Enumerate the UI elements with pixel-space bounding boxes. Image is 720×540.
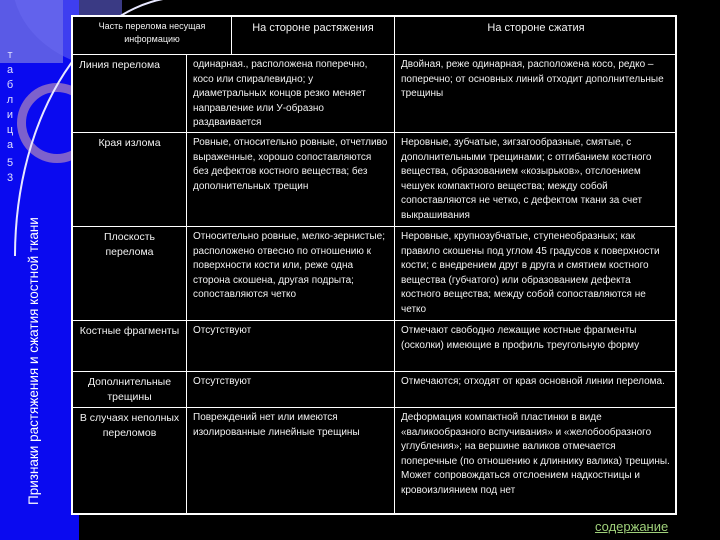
cell-part: Костные фрагменты <box>79 325 180 337</box>
cell-compression: Неровные, крупнозубчатые, ступенеобразных; как правило скошены под углом 45 градусов к поверхности кости; с внедрением друг в друга и смятием костного вещества (губчатого) или образованием дефекта костного вещества; между собой сопоставляются не четко <box>394 227 677 320</box>
label-letter: б <box>6 79 14 91</box>
header-compression: На стороне сжатия <box>394 17 677 54</box>
label-letter: и <box>6 109 14 121</box>
header-part: Часть перелома несущая информацию <box>98 21 206 44</box>
table-of-contents-link[interactable]: содержание <box>595 519 669 534</box>
cell-tension: Отсутствуют <box>186 321 394 371</box>
comparison-table <box>71 15 677 515</box>
label-letter: 5 <box>6 157 14 169</box>
table-row <box>73 227 675 321</box>
cell-part: Линия перелома <box>79 59 161 71</box>
cell-part: В случаях неполных переломов <box>79 412 180 439</box>
table-row <box>73 321 675 372</box>
label-letter: т <box>7 49 13 61</box>
cell-tension: Относительно ровные, мелко-зернистые; расположено отвесно по отношению к поверхности кости или, реже одна сторона скошена, другая подрыта; сопоставляются четко <box>186 227 394 320</box>
cell-compression: Неровные, зубчатые, зигзагообразные, смятые, с дополнительными трещинами; с отгибанием костного вещества, образованием «козырьков», отслоением чешуек компактного вещества; между собой сопоставляются не четко, с дефектом ткани за счет выкрашивания <box>394 133 677 226</box>
cell-part: Плоскость перелома <box>104 231 155 258</box>
cell-tension: Ровные, относительно ровные, отчетливо выраженные, хорошо сопоставляются без дефектов костного вещества; без дополнительных трещин <box>186 133 394 226</box>
label-letter: а <box>6 64 14 76</box>
cell-compression: Двойная, реже одинарная, расположена косо, редко – поперечно; от основных линий отходит дополнительные трещины <box>394 55 677 132</box>
table-row <box>73 408 675 513</box>
table-row <box>73 55 675 133</box>
label-letter: а <box>6 139 14 151</box>
slide-title: Признаки растяжения и сжатия костной ткани <box>26 217 41 505</box>
table-number-label <box>4 48 16 186</box>
cell-tension: Повреждений нет или имеются изолированные линейные трещины <box>186 408 394 513</box>
cell-part: Края излома <box>98 137 161 149</box>
cell-tension: одинарная., расположена поперечно, косо или спиралевидно; у диаметральных концов резко меняет направление или У-образно раздваивается <box>186 55 394 132</box>
label-letter: ц <box>6 124 14 136</box>
cell-part: Дополнительные трещины <box>87 376 172 403</box>
cell-compression: Деформация компактной пластинки в виде «валикообразного вспучивания» и «желобообразного углубления»; на вершине валиков отмечается поперечные (по отношению к длиннику валика) трещины. Может сопровождаться отслоением надкостницы и кровоизлиянием под нет <box>394 408 677 513</box>
label-letter: 3 <box>6 172 14 184</box>
label-letter: л <box>6 94 14 106</box>
table-row <box>73 372 675 408</box>
table-row <box>73 133 675 227</box>
cell-compression: Отмечают свободно лежащие костные фрагменты (осколки) имеющие в профиль треугольную форму <box>394 321 677 371</box>
cell-compression: Отмечаются; отходят от края основной линии перелома. <box>394 372 677 407</box>
header-tension: На стороне растяжения <box>231 17 394 54</box>
cell-tension: Отсутствуют <box>186 372 394 407</box>
table-header-row <box>73 17 675 55</box>
